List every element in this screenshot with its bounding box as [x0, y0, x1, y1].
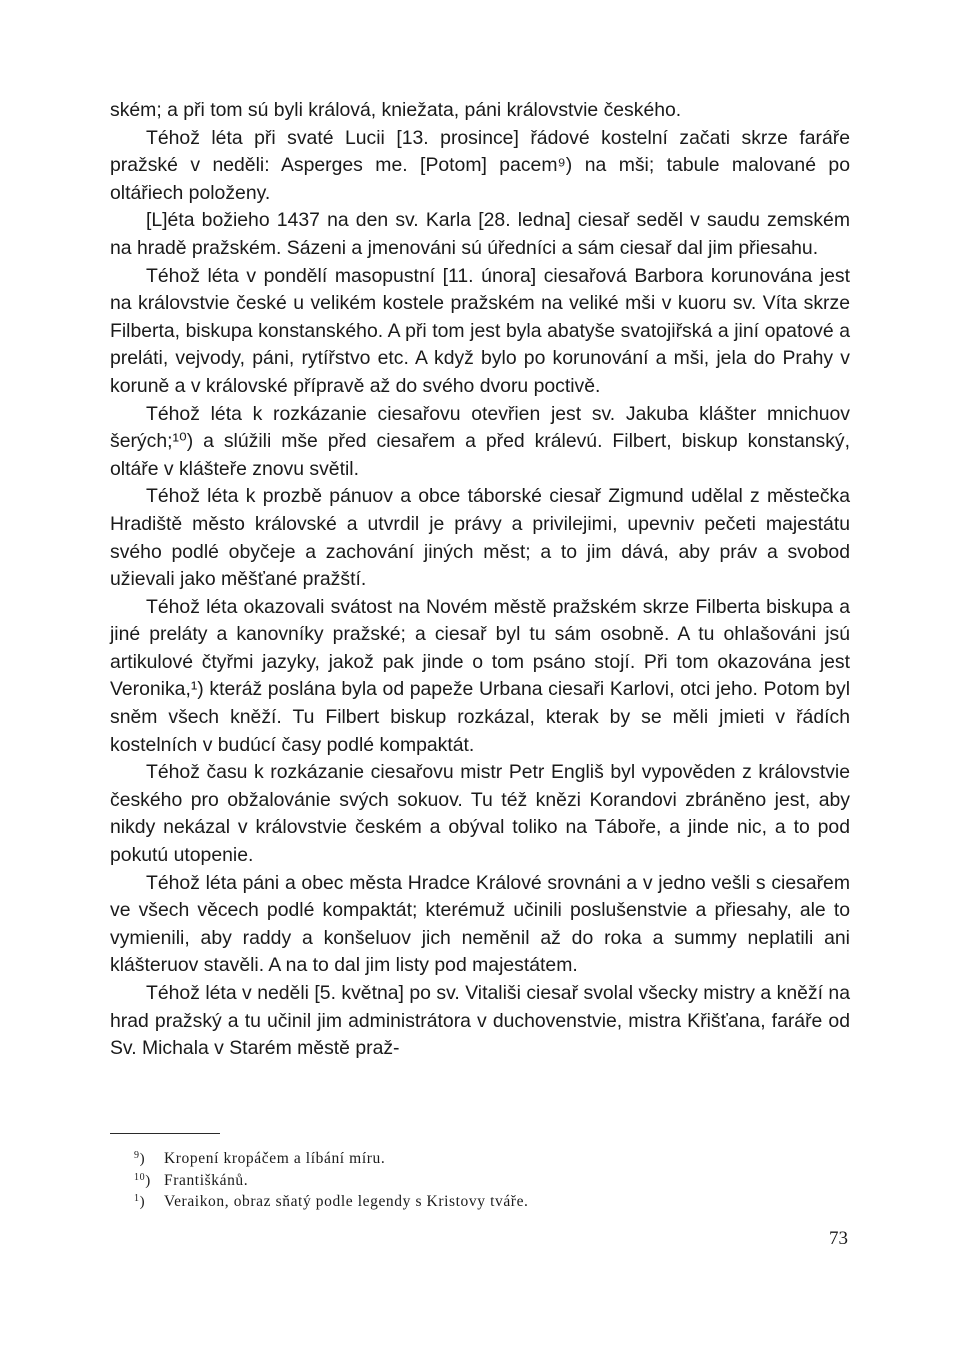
- footnote-text: Veraikon, obraz sňatý podle legendy s Kristovy tváře.: [164, 1193, 529, 1210]
- footnote-mark: $^{10}$): [134, 1171, 151, 1189]
- paragraph: Téhož léta v neděli [5. května] po sv. Vitališi ciesař svolal všecky mistry a kněží na hrad pražský a tu učinil jim administrátora v duchovenstvie, mistra Křišťana, faráře od Sv. Michala v Starém městě praž-: [110, 982, 850, 1060]
- footnote: [134, 1190, 834, 1212]
- paragraph: Téhož léta okazovali svátost na Novém městě pražském skrze Filberta biskupa a jiné preláty a kanovníky pražské; a ciesař byl tu sám osobně. A tu ohlašováni jsú artikulové čtyřmi jazyky, jakož pak jinde o tom psáno stojí. Při tom okazována jest Veronika,¹) kteráž poslána byla od papeže Urbana ciesaři Karlovi, otci jeho. Potom byl sněm všech kněží. Tu Filbert biskup rozkázal, kterak by se měli jmieti v řádích kostelních v budúcí časy podlé kompaktát.: [110, 595, 850, 756]
- paragraph: Téhož léta k prozbě pánuov a obce táborské ciesař Zigmund udělal z městečka Hradiště město královské a utvrdil je právy a privilejimi, upevniv pečeti majestátu svého podlé obyčeje a zachování jiných měst; a to jim dává, aby práv a svobod užievali jako měšťané pražští.: [110, 485, 850, 591]
- footnote-mark: $^9$): [134, 1150, 146, 1167]
- paragraph: Téhož léta v pondělí masopustní [11. února] ciesařová Barbora korunována jest na královstvie české u velikém kostele pražském na veliké mši v kuoru sv. Víta skrze Filberta, biskupa konstanského. A při tom jest byla abatyše svatojiřská a jiní opatové a preláti, vejvody, páni, rytířstvo etc. A když bylo po korunování a mši, jela do Prahy v koruně a v královské přípravě až do svého dvoru poctivě.: [110, 264, 850, 397]
- body-text: [110, 97, 850, 1063]
- paragraph: Téhož léta páni a obec města Hradce Králové srovnáni a v jedno vešli s ciesařem ve všech věcech podlé kompaktát; kterémuž učinili poslušenstvie a přiesahy, ale to vymienili, aby raddy a konšeluov jich neměnil až do roka a summy neplatili ani klášteruov stavěli. A na to dal jim listy pod majestátem.: [110, 871, 850, 977]
- footnote: [134, 1169, 834, 1191]
- paragraph: Téhož času k rozkázanie ciesařovu mistr Petr Engliš byl vypověden z královstvie českého pro obžalovánie svých sokuov. Tu též knězi Korandovi zbráněno jest, aby nikdy nekázal v královstvie českém a obýval toliko na Táboře, a jinde nic, a to pod pokutú utopenie.: [110, 761, 850, 867]
- paragraph: Téhož léta při svaté Lucii [13. prosince] řádové kostelní začati skrze faráře pražské v neděli: Asperges me. [Potom] pacem⁹) na mši; tabule malované po oltářiech položeny.: [110, 126, 850, 204]
- paragraph: [L]éta božieho 1437 na den sv. Karla [28. ledna] ciesař seděl v saudu zemském na hradě pražském. Sázeni a jmenováni sú úředníci a sám ciesař dal jim přiesahu.: [110, 209, 850, 259]
- paragraph-continuation: ském; a při tom sú byli králová, kniežata, páni královstvie českého.: [110, 99, 682, 121]
- footnote: [134, 1147, 834, 1169]
- footnote-text: Kropení kropáčem a líbání míru.: [164, 1150, 386, 1167]
- paragraph: Téhož léta k rozkázanie ciesařovu otevřien jest sv. Jakuba klášter mnichuov šerých;¹⁰) a slúžili mše před ciesařem a před králevú. Filbert, biskup konstanský, oltáře v klášteře znovu světil.: [110, 402, 850, 480]
- footnote-text: Františkánů.: [164, 1171, 249, 1189]
- footnote-divider: [110, 1133, 220, 1134]
- footnotes: [134, 1147, 834, 1212]
- page-number: 73: [829, 1228, 848, 1249]
- footnote-mark: $^1$): [134, 1193, 146, 1210]
